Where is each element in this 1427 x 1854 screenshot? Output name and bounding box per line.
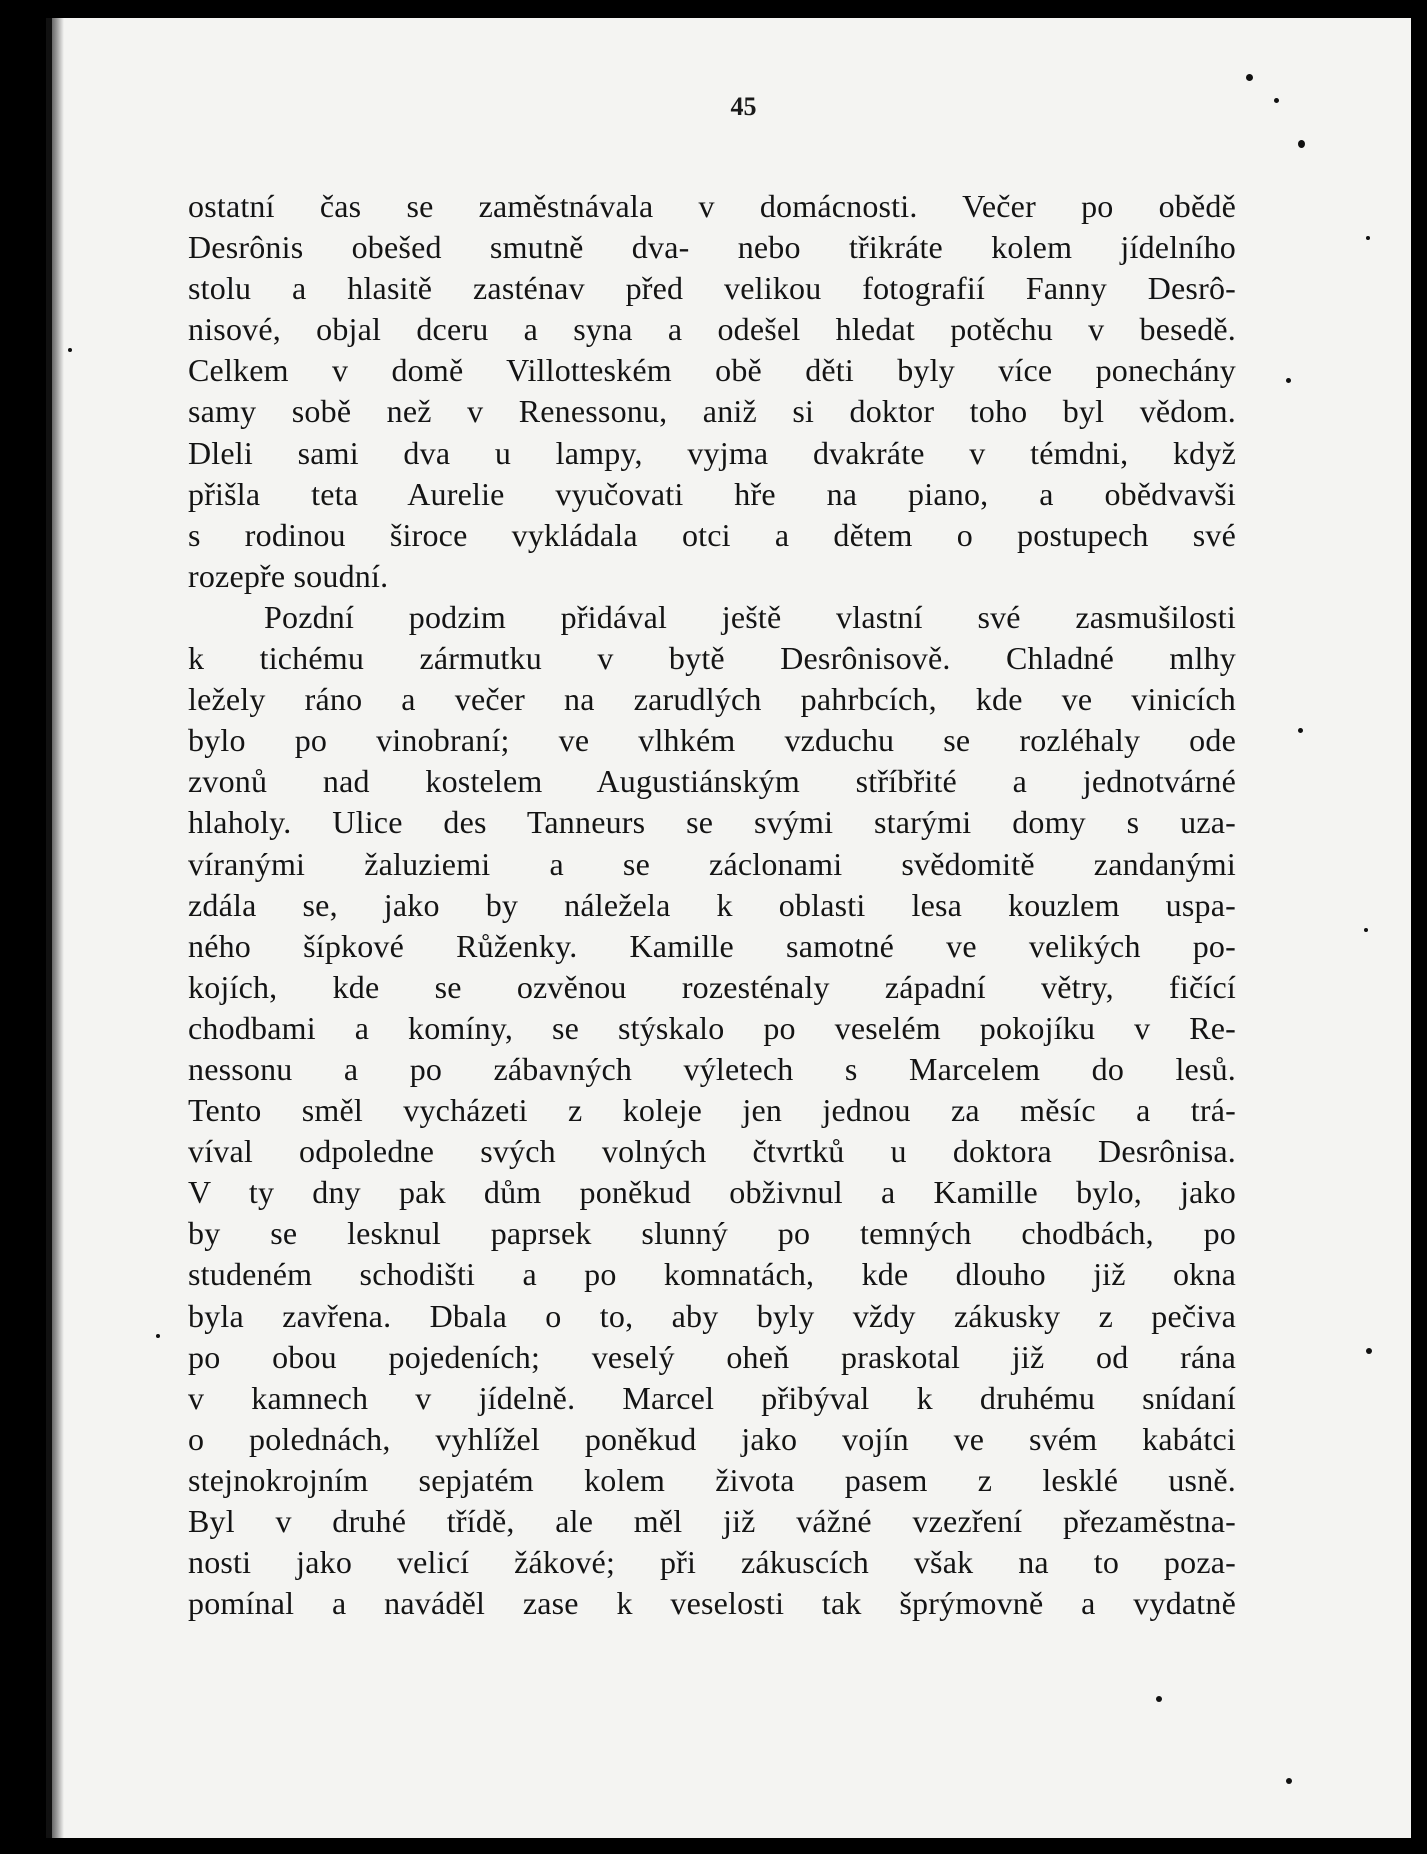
text-line: s rodinou široce vykládala otci a dětem o postupech své (188, 516, 1236, 553)
scan-speck (1286, 1778, 1292, 1784)
scan-speck (1274, 98, 1279, 103)
text-line: Celkem v domě Villotteském obě děti byly více ponechány (188, 352, 1236, 389)
text-line: rozepře soudní. (188, 557, 389, 594)
text-line: Tento směl vycházeti z koleje jen jednou za měsíc a trá- (188, 1092, 1236, 1129)
page-number: 45 (730, 92, 757, 121)
scan-speck (1156, 1696, 1162, 1702)
scan-speck (1366, 236, 1370, 240)
text-line: Pozdní podzim přidával ještě vlastní své zasmušilosti (264, 598, 1236, 635)
scan-speck (1286, 378, 1291, 383)
text-line: nessonu a po zábavných výletech s Marcelem do lesů. (188, 1050, 1236, 1087)
text-line: chodbami a komíny, se stýskalo po veselém pokojíku v Re- (188, 1009, 1236, 1046)
text-line: Dleli sami dva u lampy, vyjma dvakráte v témdni, když (188, 434, 1236, 471)
scan-speck (1366, 1348, 1372, 1354)
text-line: zdála se, jako by náležela k oblasti lesa kouzlem uspa- (188, 886, 1236, 923)
text-line: hlaholy. Ulice des Tanneurs se svými starými domy s uza- (188, 804, 1236, 841)
scan-speck (156, 1334, 160, 1338)
text-line: ného šípkové Růženky. Kamille samotné ve velikých po- (188, 927, 1236, 964)
text-line: Desrônis obešed smutně dva- nebo třikráte kolem jídelního (188, 229, 1236, 266)
text-line: nosti jako velicí žákové; při zákuscích však na to poza- (188, 1544, 1236, 1581)
text-line: o polednách, vyhlížel poněkud jako vojín ve svém kabátci (188, 1420, 1236, 1457)
text-line: pomínal a naváděl zase k veselosti tak šprýmovně a vydatně (188, 1585, 1236, 1622)
text-line: k tichému zármutku v bytě Desrônisově. Chladné mlhy (188, 640, 1236, 677)
scan-speck (1246, 74, 1253, 81)
text-line: nisové, objal dceru a syna a odešel hledat potěchu v besedě. (188, 311, 1236, 348)
text-line: víranými žaluziemi a se záclonami svědomitě zandanými (188, 845, 1236, 882)
book-page (46, 18, 1411, 1838)
scan-speck (1298, 728, 1303, 733)
text-line: V ty dny pak dům poněkud obživnul a Kamille bylo, jako (188, 1174, 1236, 1211)
text-line: byla zavřena. Dbala o to, aby byly vždy zákusky z pečiva (188, 1297, 1236, 1334)
text-line: po obou pojedeních; veselý oheň praskotal již od rána (188, 1338, 1236, 1375)
text-line: kojích, kde se ozvěnou rozesténaly západní větry, fičící (188, 968, 1236, 1005)
body-text (188, 186, 1236, 1624)
scan-speck (1298, 140, 1305, 148)
text-line: v kamnech v jídelně. Marcel přibýval k druhému snídaní (188, 1379, 1236, 1416)
text-line: přišla teta Aurelie vyučovati hře na piano, a obědvavši (188, 475, 1236, 512)
text-line: ležely ráno a večer na zarudlých pahrbcích, kde ve vinicích (188, 681, 1236, 718)
gutter-line (46, 18, 52, 1838)
text-line: Byl v druhé třídě, ale měl již vážné vzezření přezaměstna- (188, 1503, 1236, 1539)
text-line: studeném schodišti a po komnatách, kde dlouho již okna (188, 1256, 1236, 1293)
scan-speck (68, 348, 72, 352)
text-line: samy sobě než v Renessonu, aniž si doktor toho byl vědom. (188, 393, 1236, 430)
text-line: stejnokrojním sepjatém kolem života pasem z lesklé usně. (188, 1461, 1236, 1498)
text-line: zvonů nad kostelem Augustiánským stříbřité a jednotvárné (188, 763, 1236, 800)
text-line: bylo po vinobraní; ve vlhkém vzduchu se rozléhaly ode (188, 722, 1236, 759)
scan-speck (1364, 928, 1368, 932)
text-line: stolu a hlasitě zasténav před velikou fotografií Fanny Desrô- (188, 270, 1236, 307)
text-line: ostatní čas se zaměstnávala v domácnosti. Večer po obědě (188, 188, 1236, 224)
text-line: víval odpoledne svých volných čtvrtků u doktora Desrônisa. (188, 1133, 1236, 1170)
text-line: by se lesknul paprsek slunný po temných chodbách, po (188, 1215, 1236, 1252)
